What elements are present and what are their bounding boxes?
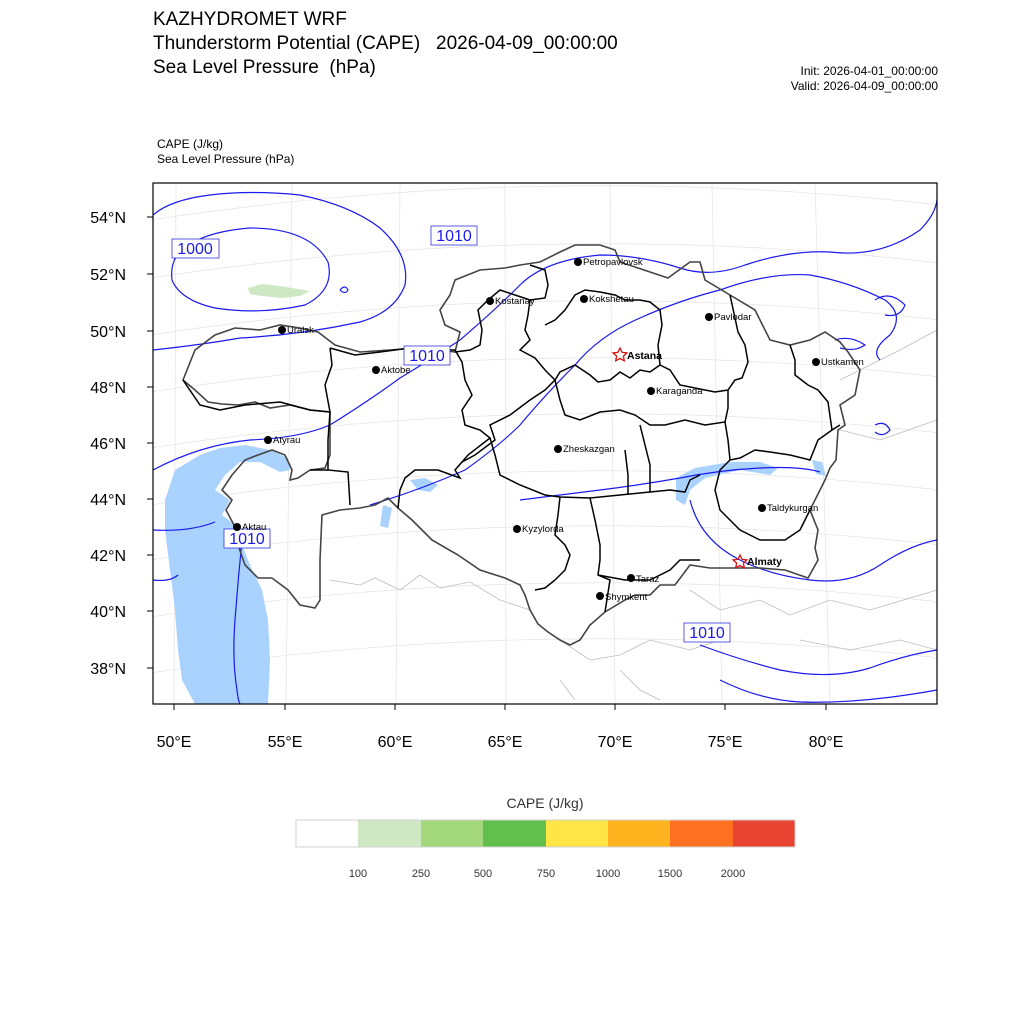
lon-label: 70°E xyxy=(597,734,633,751)
lat-label: 44°N xyxy=(90,492,126,509)
lat-label: 40°N xyxy=(90,604,126,621)
cape-patch xyxy=(248,284,310,298)
overlay-title: Sea Level Pressure (hPa) xyxy=(153,57,376,78)
lon-label: 55°E xyxy=(267,734,303,751)
city-label: Taraz xyxy=(636,574,660,585)
colorbar-tick: 500 xyxy=(473,868,493,880)
contour-label-1000: 1000 xyxy=(177,241,213,258)
lat-label: 42°N xyxy=(90,548,126,565)
isobar-1010-north xyxy=(153,193,406,351)
city-label: Aktau xyxy=(242,522,267,533)
lon-label: 65°E xyxy=(487,734,523,751)
city-marker-dot xyxy=(647,387,655,395)
lat-label: 50°N xyxy=(90,324,126,341)
city-label: Zheskazgan xyxy=(563,444,615,455)
city-label: Kyzylorda xyxy=(522,524,564,535)
colorbar-swatch xyxy=(733,820,795,847)
city-label: Karaganda xyxy=(656,386,703,397)
lon-label: 60°E xyxy=(377,734,413,751)
contour-label-1010: 1010 xyxy=(409,348,445,365)
lon-label: 75°E xyxy=(707,734,743,751)
colorbar-tick: 1000 xyxy=(595,868,621,880)
lon-label: 80°E xyxy=(808,734,844,751)
colorbar-tick: 1500 xyxy=(657,868,683,880)
valid-time-title: 2026-04-09_00:00:00 xyxy=(436,33,618,54)
lat-label: 52°N xyxy=(90,267,126,284)
city-label: Aktobe xyxy=(381,365,411,376)
city-marker-dot xyxy=(372,366,380,374)
colorbar-tick: 750 xyxy=(536,868,556,880)
city-label: Taldykurgan xyxy=(767,503,819,514)
field-subtitle: CAPE (J/kg) xyxy=(157,137,224,151)
isobar-1010-south xyxy=(520,468,820,501)
city-label: Kostanay xyxy=(495,296,535,307)
city-label: Uralsk xyxy=(287,325,314,336)
city-marker-dot xyxy=(554,445,562,453)
colorbar-swatch xyxy=(296,820,358,847)
plot-frame xyxy=(153,183,937,704)
overlay-subtitle: Sea Level Pressure (hPa) xyxy=(157,152,295,166)
colorbar-tick: 250 xyxy=(411,868,431,880)
city-label: Ustkamen xyxy=(821,357,864,368)
city-label: Petropavlovsk xyxy=(583,257,643,268)
lat-label: 54°N xyxy=(90,210,126,227)
colorbar-title: CAPE (J/kg) xyxy=(506,795,584,811)
city-marker-dot xyxy=(705,313,713,321)
init-time: Init: 2026-04-01_00:00:00 xyxy=(800,64,938,78)
city-marker-dot xyxy=(812,358,820,366)
city-label: Shymkent xyxy=(605,592,648,603)
city-marker-dot xyxy=(580,295,588,303)
city-marker-dot xyxy=(264,436,272,444)
colorbar-tick: 100 xyxy=(348,868,368,880)
city-marker-dot xyxy=(233,523,241,531)
city-label: Kokshetau xyxy=(589,294,634,305)
capital-star-icon xyxy=(613,348,627,361)
city-marker-dot xyxy=(596,592,604,600)
colorbar-tick: 2000 xyxy=(720,868,746,880)
colorbar-swatch xyxy=(421,820,483,847)
lon-labels xyxy=(157,734,844,751)
city-label: Astana xyxy=(627,350,663,362)
contour-label-1010: 1010 xyxy=(689,625,725,642)
isobar-east-small2 xyxy=(835,338,865,349)
colorbar xyxy=(296,820,795,880)
city-marker-dot xyxy=(574,258,582,266)
cities xyxy=(233,257,864,603)
city-marker-dot xyxy=(627,574,635,582)
colorbar-swatch xyxy=(608,820,670,847)
city-marker-dot xyxy=(758,504,766,512)
city-marker-dot xyxy=(278,326,286,334)
city-label: Atyrau xyxy=(273,435,301,446)
colorbar-swatch xyxy=(358,820,421,847)
isobar-1010-bottom xyxy=(700,645,937,675)
isobar-east-small xyxy=(875,296,905,316)
valid-time: Valid: 2026-04-09_00:00:00 xyxy=(790,79,938,93)
org-title: KAZHYDROMET WRF xyxy=(153,9,347,30)
city-marker-dot xyxy=(513,525,521,533)
isobar-1010-bottom2 xyxy=(720,680,937,702)
colorbar-swatch xyxy=(670,820,733,847)
lat-label: 48°N xyxy=(90,380,126,397)
contour-label-1010: 1010 xyxy=(436,228,472,245)
city-marker-dot xyxy=(486,297,494,305)
colorbar-swatch xyxy=(483,820,546,847)
lat-label: 38°N xyxy=(90,661,126,678)
lat-label: 46°N xyxy=(90,436,126,453)
lat-labels xyxy=(90,210,126,678)
isobar-east-small3 xyxy=(875,423,890,434)
isobar-small xyxy=(340,287,348,293)
city-label: Almaty xyxy=(747,556,783,568)
colorbar-swatch xyxy=(546,820,608,847)
contour-label-1010: 1010 xyxy=(229,531,265,548)
city-label: Pavlodar xyxy=(714,312,752,323)
field-title: Thunderstorm Potential (CAPE) xyxy=(153,33,421,54)
lon-label: 50°E xyxy=(156,734,192,751)
